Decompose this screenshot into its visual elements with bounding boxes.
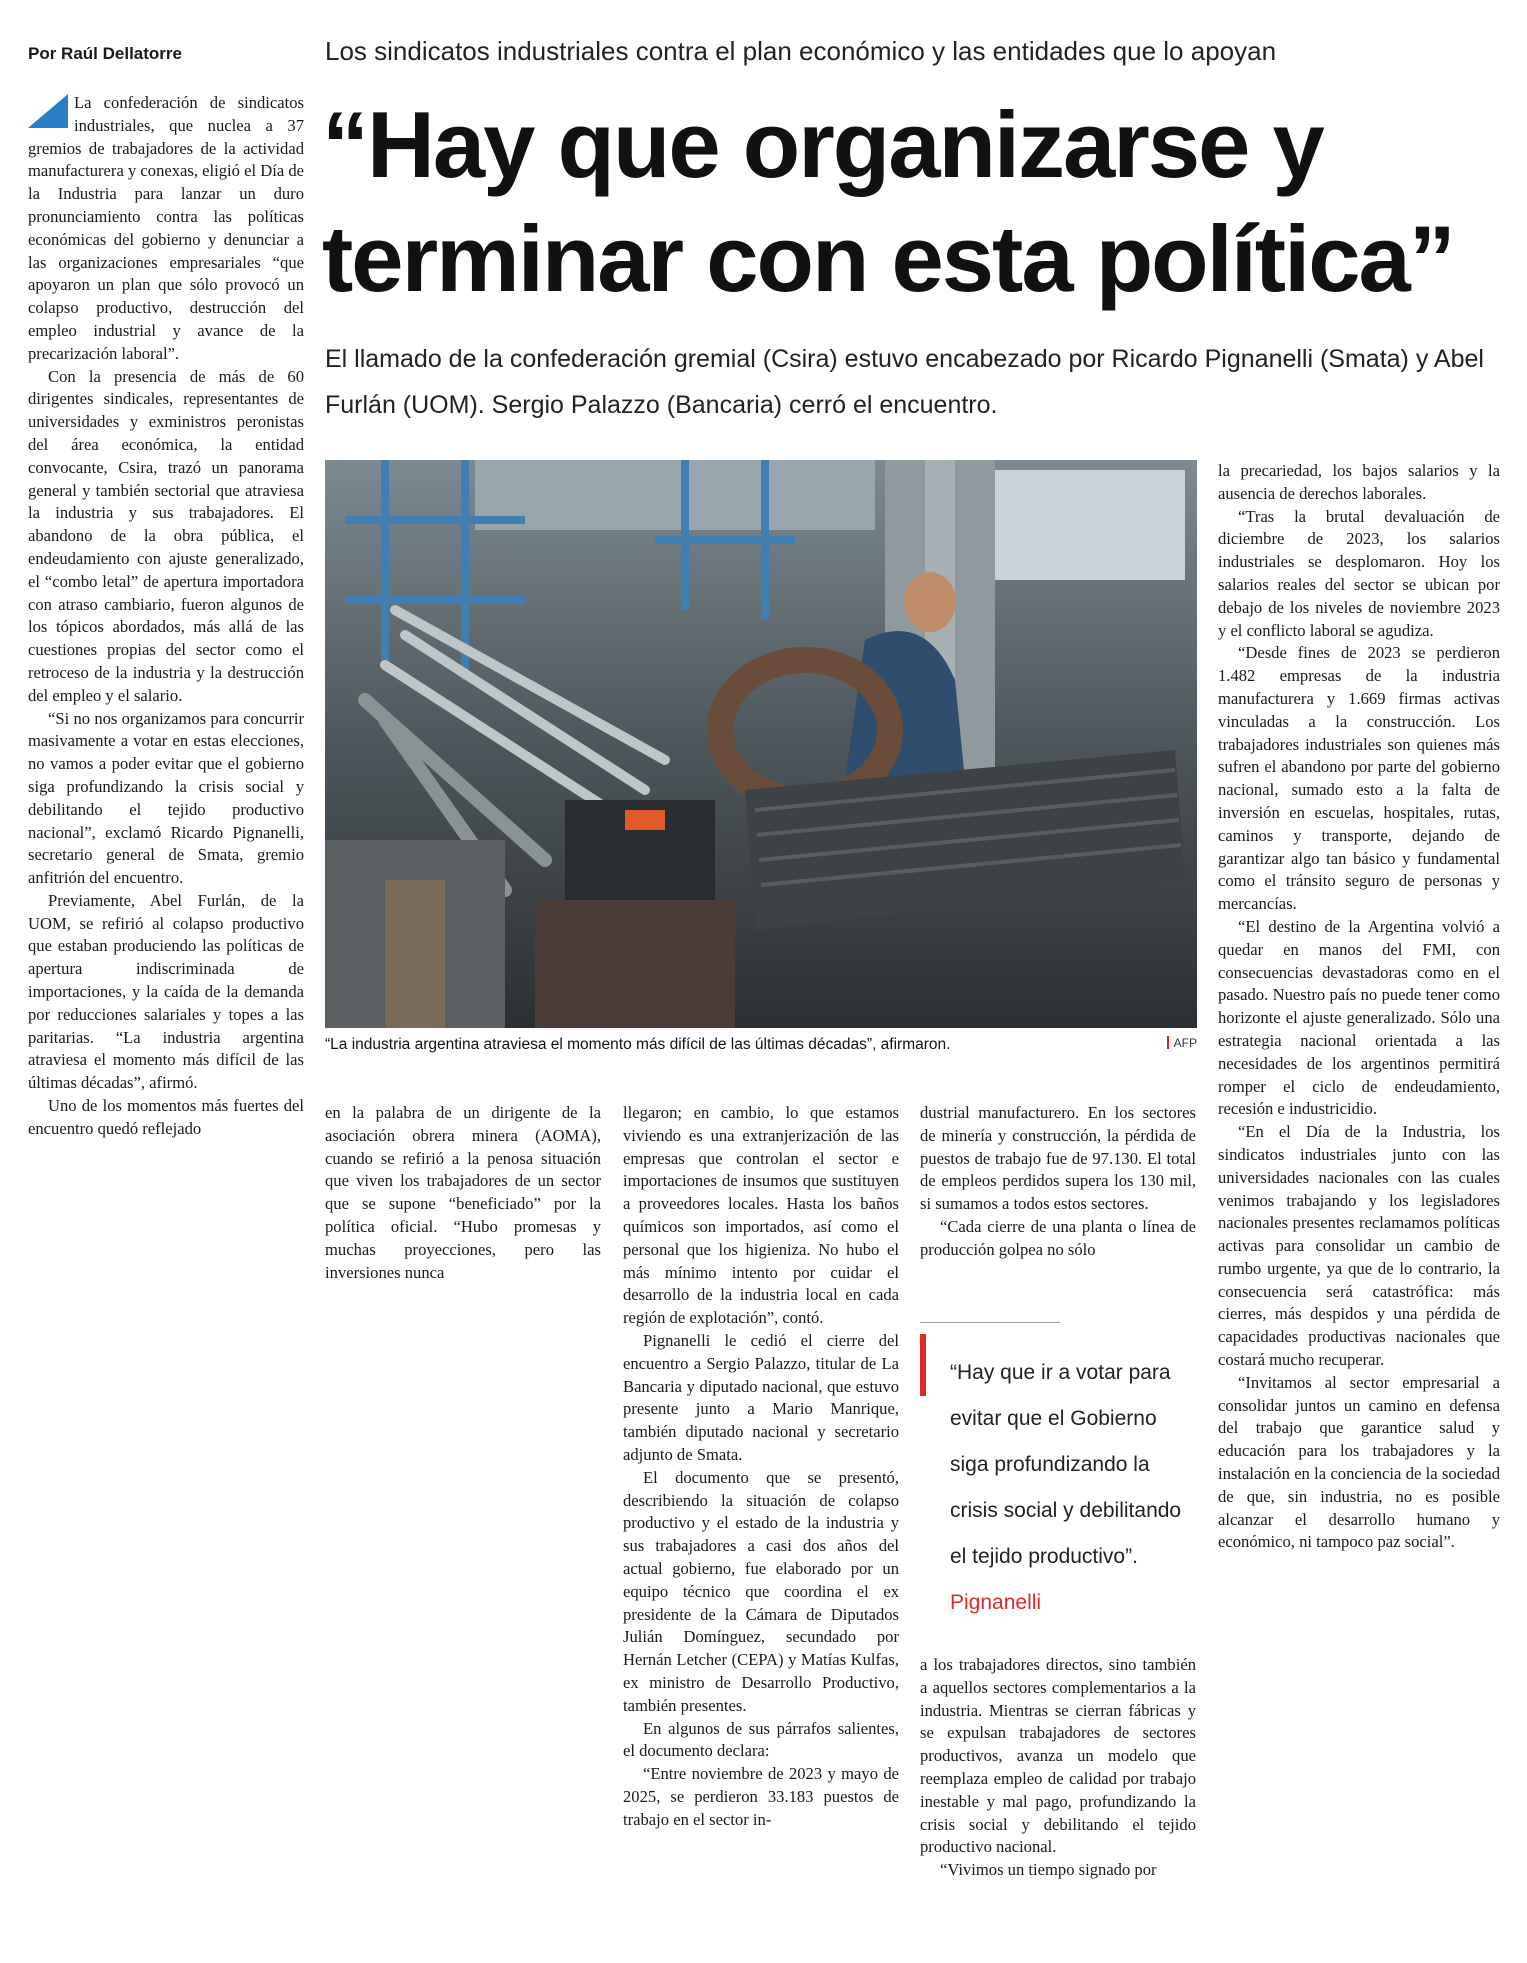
article-paragraph: “Desde fines de 2023 se perdieron 1.482 empresas de la industria manufacturera y 1.669 firmas activas vinculadas a la construcción. Los trabajadores industriales son quienes más sufren el abandono por parte del gobierno nacional, sumado esto a la falta de inversión en escuelas, hospitales, rutas, caminos y transporte, dejando de garantizar algo tan básico y fundamental como el tránsito seguro de personas y mercancías. xyxy=(1218,643,1500,914)
article-paragraph: dustrial manufacturero. En los sectores de minería y construcción, la pérdida de puestos de trabajo fue de 97.130. El total de empleos perdidos supera los 130 mil, si sumamos a todos estos sectores. xyxy=(920,1103,1196,1214)
article-column-3 xyxy=(623,1102,899,1942)
article-paragraph: “Cada cierre de una planta o línea de producción golpea no sólo xyxy=(920,1216,1196,1259)
blue-corner-mark-icon xyxy=(28,94,68,128)
red-quote-bar-icon xyxy=(920,1334,926,1396)
article-paragraph: Previamente, Abel Furlán, de la UOM, se refirió al colapso productivo que estaban produciendo las políticas de apertura indiscriminada de importaciones, y la caída de la demanda por reducciones salariales y topes a las paritarias. “La industria argentina atraviesa el momento más difícil de las últimas décadas”, afirmó. xyxy=(28,890,304,1093)
article-paragraph: llegaron; en cambio, lo que estamos viviendo es una extranjerización de las empresas que controlan el sector e importaciones de insumos que sustituyen a proveedores locales. Hasta los baños químicos son importados, así como el personal que los higieniza. No hubo el más mínimo intento por cuidar el desarrollo de la industria local en cada región de explotación”, contó. xyxy=(623,1103,899,1328)
article-paragraph: “Invitamos al sector empresarial a consolidar juntos un camino en defensa del trabajo que garantice salud y educación para los trabajadores y la instalación en la conciencia de la sociedad de que, sin industria, no es posible alcanzar el desarrollo humano y económico, ni tampoco paz social”. xyxy=(1218,1372,1500,1552)
byline: Por Raúl Dellatorre xyxy=(28,44,182,63)
article-paragraph: Uno de los momentos más fuertes del encuentro quedó reflejado xyxy=(28,1096,304,1138)
deck: El llamado de la confederación gremial (Csira) estuvo encabezado por Ricardo Pignanelli (Smata) y Abel Furlán (UOM). Sergio Palazzo (Bancaria) cerró el encuentro. xyxy=(325,345,1484,419)
quote-author: Pignanelli xyxy=(950,1591,1042,1614)
article-paragraph: en la palabra de un dirigente de la asociación obrera minera (AOMA), cuando se refirió a la penosa situación que viven los trabajadores de un sector que se supone “beneficiado” por la política oficial. “Hubo promesas y muchas proyecciones, pero las inversiones nunca xyxy=(325,1103,601,1282)
pull-quote-rule xyxy=(920,1322,1060,1323)
article-paragraph: a los trabajadores directos, sino también a aquellos sectores complementarios a la industria. Mientras se cierran fábricas y se expulsan trabajadores de sectores productivos, avanza un modelo que reemplaza empleo de calidad por trabajo inestable y mal pago, profundizando la crisis social y debilitando el tejido productivo nacional. xyxy=(920,1655,1196,1857)
caption-text: “La industria argentina atraviesa el momento más difícil de las últimas décadas”, afirmaron. xyxy=(325,1036,951,1053)
article-paragraph: la precariedad, los bajos salarios y la ausencia de derechos laborales. xyxy=(1218,461,1500,503)
factory-photo xyxy=(325,460,1197,1028)
article-paragraph: “Tras la brutal devaluación de diciembre de 2023, los salarios industriales se desplomaron. Hoy los salarios reales del sector se ubican por debajo de los niveles de noviembre 2023 y el conflicto laboral se agudiza. xyxy=(1218,506,1500,640)
article-column-4-bottom xyxy=(920,1654,1196,1949)
article-paragraph xyxy=(28,92,304,366)
article-paragraph: “Si no nos organizamos para concurrir masivamente a votar en estas elecciones, no vamos a poder evitar que el gobierno siga profundizando la crisis social y debilitando el tejido productivo nacional”, exclamó Ricardo Pignanelli, secretario general de Smata, gremio anfitrión del encuentro. xyxy=(28,708,304,888)
article-column-2 xyxy=(325,1102,601,1302)
article-paragraph: “El destino de la Argentina volvió a quedar en manos del FMI, con consecuencias devastadoras como en el pasado. Nuestro país no puede tener como horizonte el ajuste generalizado. Sólo una estrategia nacional orientada a las necesidades de los argentinos permitirá romper el ciclo de endeudamiento, recesión e industricidio. xyxy=(1218,916,1500,1119)
article-paragraph: “Vivimos un tiempo signado por xyxy=(940,1860,1157,1880)
article-paragraph: Con la presencia de más de 60 dirigentes sindicales, representantes de universidades y exministros peronistas del área económica, la entidad convocante, Csira, trazó un panorama general y también sectorial que atraviesa la industria y sus trabajadores. El abandono de la obra pública, el endeudamiento con ajuste generalizado, el “combo letal” de apertura importadora con atraso cambiario, fueron algunos de los tópicos abordados, más allá de las cuestiones propias del sector como el retroceso de la industria y la destrucción del empleo y el salario. xyxy=(28,366,304,705)
kicker: Los sindicatos industriales contra el plan económico y las entidades que lo apoyan xyxy=(325,36,1277,66)
article-paragraph: En algunos de sus párrafos salientes, el documento declara: xyxy=(623,1718,899,1761)
pull-quote xyxy=(920,1322,1196,1622)
pull-quote-text xyxy=(950,1350,1196,1626)
article-paragraph: “En el Día de la Industria, los sindicatos industriales junto con las universidades nacionales con las cuales venimos trabajando y los legisladores nacionales presentes reclamamos políticas activas para consolidar un cambio de rumbo urgente, ya que de lo contrario, la consecuencia será catastrófica: más cierres, más despidos y una pérdida de capacidades productivas nacionales que costará mucho recuperar. xyxy=(1218,1122,1500,1370)
article-paragraph: Pignanelli le cedió el cierre del encuentro a Sergio Palazzo, titular de La Bancaria y diputado nacional, que estuvo presente junto a Mario Manrique, también diputado nacional y secretario adjunto de Smata. xyxy=(623,1330,899,1464)
quote-text: “Hay que ir a votar para evitar que el Gobierno siga profundizando la crisis social y debilitando el tejido productivo”. xyxy=(950,1361,1182,1568)
article-column-1 xyxy=(28,92,304,1312)
article-column-4-top xyxy=(920,1102,1196,1282)
paragraph-text: La confederación de sindicatos industriales, que nuclea a 37 gremios de trabajadores de la actividad manufacturera y conexas, eligió el Día de la Industria para lanzar un duro pronunciamiento contra las políticas económicas del gobierno y denunciar a las organizaciones empresariales “que apoyaron un plan que sólo provocó un colapso productivo, destrucción del empleo industrial y avance de la precarización laboral”. xyxy=(28,93,304,363)
article-column-5 xyxy=(1218,460,1500,1700)
photo-credit: AFP xyxy=(1167,1036,1197,1050)
article-paragraph: El documento que se presentó, describiendo la situación de colapso productivo y el estado de la industria y sus trabajadores a casi dos años del actual gobierno, fue elaborado por un equipo técnico que coordina el ex presidente de la Cámara de Diputados Julián Domínguez, secundado por Hernán Letcher (CEPA) y Matías Kulfas, ex ministro de Desarrollo Productivo, también presentes. xyxy=(623,1467,899,1715)
factory-illustration xyxy=(325,460,1197,1028)
photo-caption xyxy=(325,1036,1197,1054)
article-paragraph: “Entre noviembre de 2023 y mayo de 2025, se perdieron 33.183 puestos de trabajo en el sector in- xyxy=(623,1764,899,1829)
headline: “Hay que organizarse y terminar con esta política” xyxy=(322,92,1454,311)
